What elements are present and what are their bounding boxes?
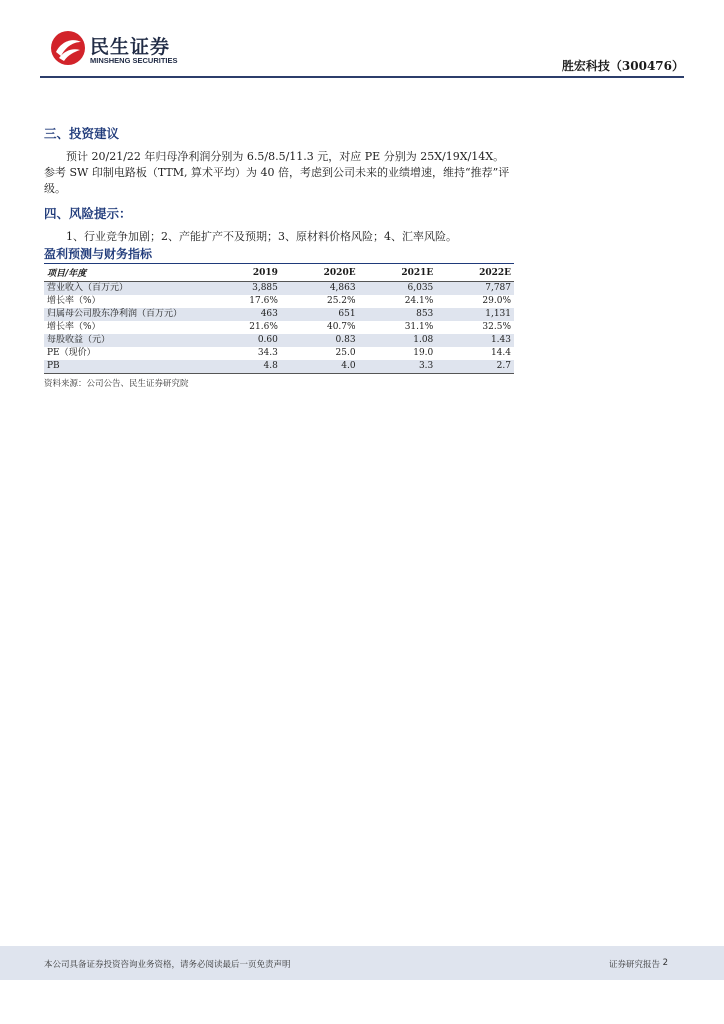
footer-disclaimer: 本公司具备证券投资咨询业务资格，请务必阅读最后一页免责声明 [44,960,291,970]
page-footer [0,946,724,980]
table-row [44,334,514,347]
table-cell: 21.6% [249,322,278,332]
table-cell: 853 [359,308,437,321]
table-row [44,308,514,321]
table-row [44,360,514,374]
table-cell: 25.0 [335,348,356,358]
footer-report-type: 证券研究报告 [608,960,660,970]
table-header-row [44,264,514,282]
row-label: 归属母公司股东净利润（百万元） [44,308,210,321]
table-header-cell: 2022E [436,264,514,282]
table-cell: 1,131 [436,308,514,321]
table-cell: 17.6% [249,296,278,306]
table-cell: 19.0 [413,348,434,358]
table-cell: 463 [210,308,281,321]
logo-text-cn: 民生证券 [90,36,171,58]
row-label: 每股收益（元） [44,334,210,347]
table-cell: 4,863 [281,282,359,296]
table-cell: 24.1% [404,296,434,306]
table-cell: 29.0% [482,296,511,306]
financial-forecast-table [44,246,514,389]
table-cell: 3.3 [359,360,437,374]
table-cell: 3,885 [210,282,281,296]
row-label: 营业收入（百万元） [44,282,210,296]
table-cell: 2.7 [436,360,514,374]
row-label: PE（现价） [47,348,96,358]
table-cell: 651 [281,308,359,321]
table-cell: 34.3 [257,348,278,358]
minsheng-logo-icon [50,30,86,66]
table-row [44,295,514,308]
table-cell: 6,035 [359,282,437,296]
section-4-heading: 四、风险提示： [44,206,132,221]
forecast-table [44,264,514,374]
page-number: 2 [662,958,668,968]
table-cell: 0.60 [210,334,281,347]
table-cell: 1.43 [436,334,514,347]
table-title: 盈利预测与财务指标 [44,246,514,264]
minsheng-logo [50,30,200,68]
table-cell: 0.83 [281,334,359,347]
table-cell: 25.2% [326,296,356,306]
section-3-text: 预计 20/21/22 年归母净利润分别为 6.5/8.5/11.3 元，对应 PE 分别为 25X/19X/14X。参考 SW 印制电路板（TTM, 算术平均）为 40 倍，考虑到公司未来的业绩增速，维持“推荐”评级。 [44,150,510,195]
section-3-heading: 三、投资建议 [44,126,120,141]
company-title: 胜宏科技（300476） [561,59,684,73]
table-cell: 7,787 [436,282,514,296]
table-cell: 31.1% [404,322,434,332]
table-row [44,321,514,334]
table-header-cell: 2021E [359,264,437,282]
table-cell: 1.08 [359,334,437,347]
table-row [44,282,514,296]
table-header-cell: 2019 [210,264,281,282]
logo-text-en: MINSHENG SECURITIES [90,56,178,65]
row-label: PB [44,360,210,374]
table-cell: 40.7% [326,322,356,332]
table-cell: 4.8 [210,360,281,374]
table-row [44,347,514,360]
table-cell: 4.0 [281,360,359,374]
table-source-note: 资料来源：公司公告、民生证券研究院 [44,379,189,389]
section-4-text: 1、行业竞争加剧；2、产能扩产不及预期；3、原材料价格风险；4、汇率风险。 [66,230,457,243]
table-cell: 14.4 [490,348,511,358]
header-divider [40,76,684,78]
table-header-cell: 项目/年度 [44,264,210,282]
table-header-cell: 2020E [281,264,359,282]
row-label: 增长率（%） [47,296,101,306]
page-header [0,0,724,80]
row-label: 增长率（%） [47,322,101,332]
table-cell: 32.5% [482,322,511,332]
